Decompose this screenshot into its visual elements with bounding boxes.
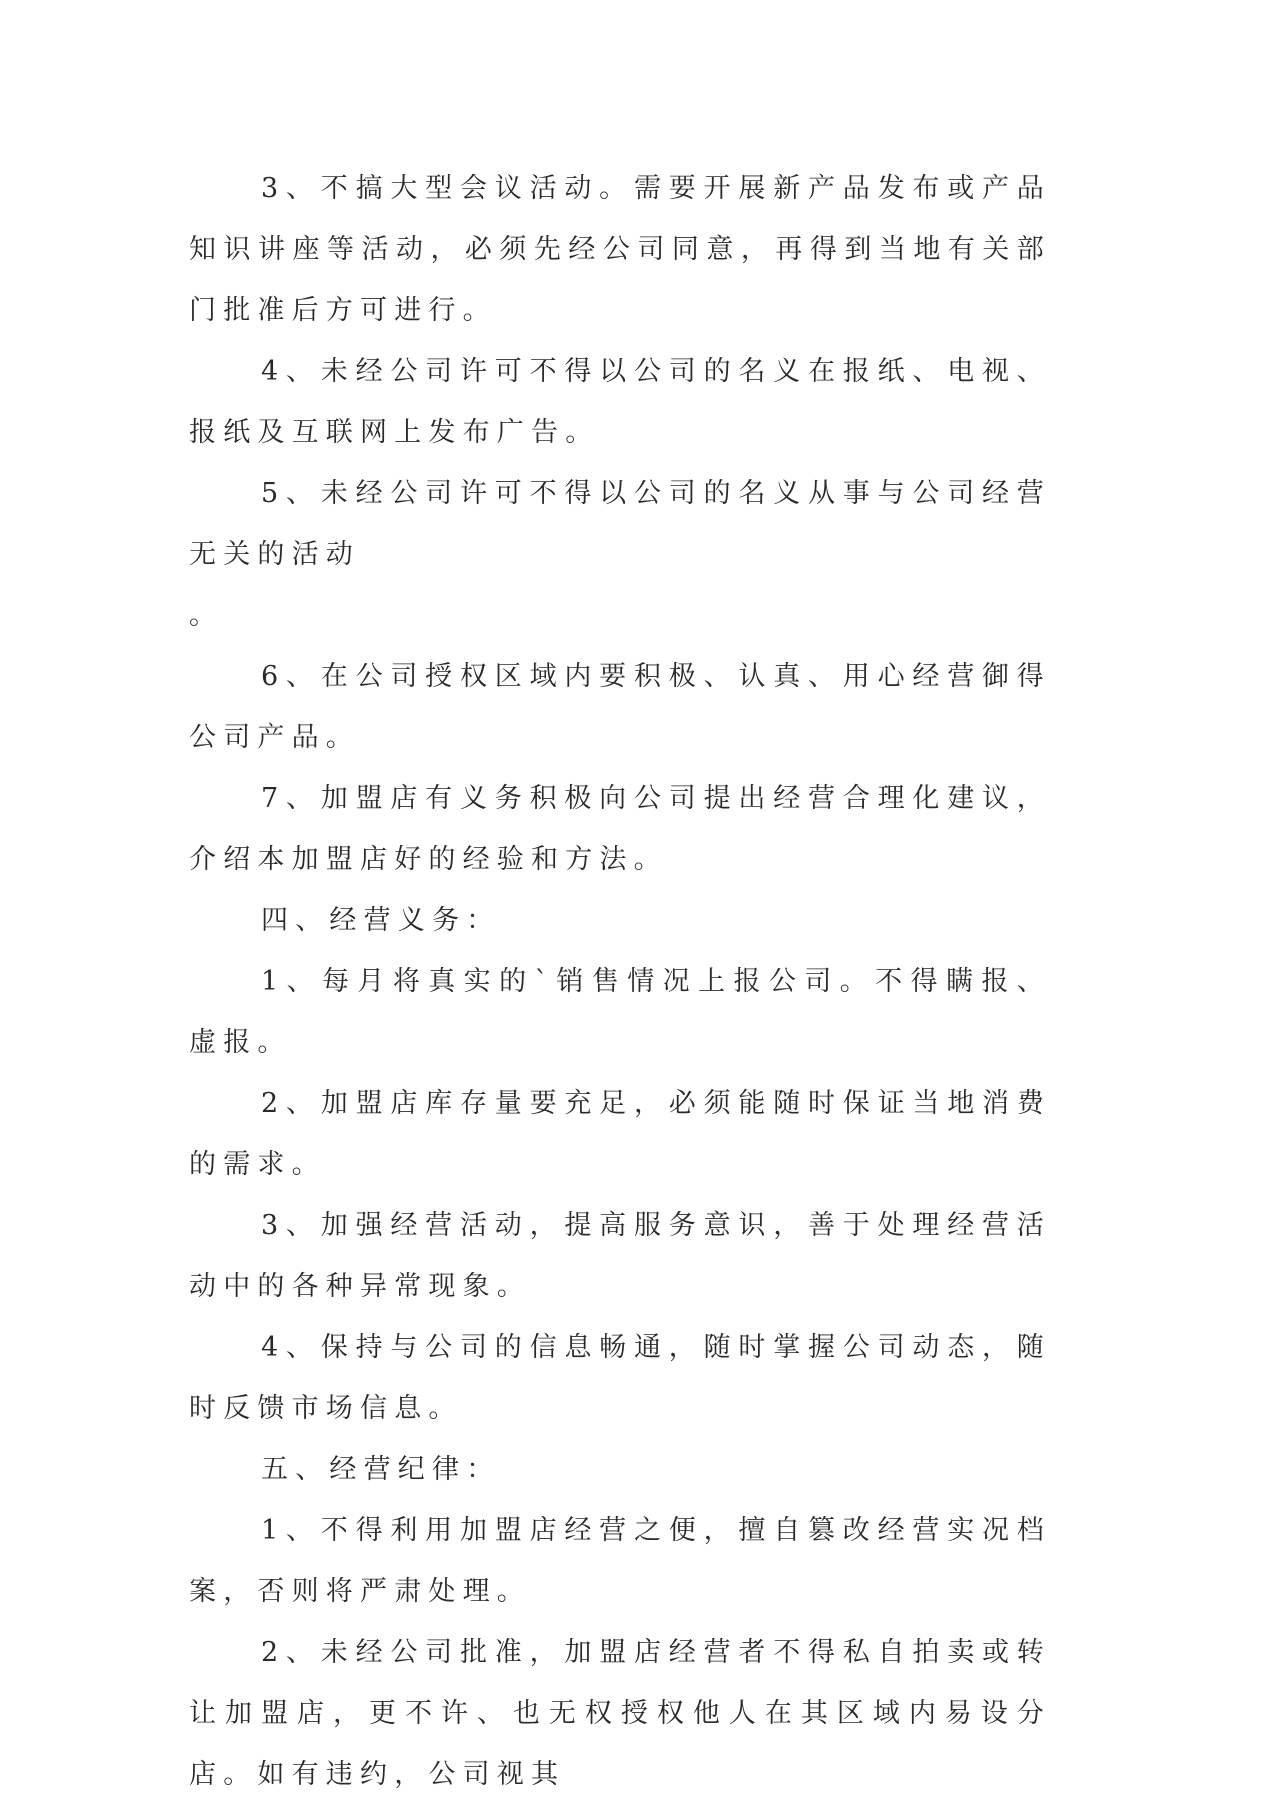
- paragraph: 1、不得利用加盟店经营之便，擅自篡改经营实况档案，否则将严肃处理。: [189, 1515, 1051, 1607]
- paragraph: 5、未经公司许可不得以公司的名义从事与公司经营无关的活动: [189, 478, 1051, 570]
- section-heading: 五、经营纪律：: [261, 1454, 501, 1485]
- paragraph: 2、加盟店库存量要充足，必须能随时保证当地消费的需求。: [189, 1088, 1051, 1180]
- paragraph: 2、未经公司批准，加盟店经营者不得私自拍卖或转让加盟店，更不许、也无权授权他人在其区域内易设分店。如有违约，公司视其: [189, 1637, 1051, 1790]
- paragraph: 4、保持与公司的信息畅通，随时掌握公司动态，随时反馈市场信息。: [189, 1332, 1051, 1424]
- paragraph: 3、加强经营活动，提高服务意识，善于处理经营活动中的各种异常现象。: [189, 1210, 1051, 1302]
- paragraph: 1、每月将真实的`销售情况上报公司。不得瞒报、虚报。: [189, 966, 1051, 1058]
- paragraph: 6、在公司授权区域内要积极、认真、用心经营御得公司产品。: [189, 661, 1051, 753]
- document-body: [189, 158, 1051, 1805]
- paragraph: 7、加盟店有义务积极向公司提出经营合理化建议，介绍本加盟店好的经验和方法。: [189, 783, 1051, 875]
- orphan-period: 。: [189, 600, 224, 631]
- section-heading: 四、经营义务：: [261, 905, 501, 936]
- paragraph: 4、未经公司许可不得以公司的名义在报纸、电视、报纸及互联网上发布广告。: [189, 356, 1051, 448]
- paragraph: 3、不搞大型会议活动。需要开展新产品发布或产品知识讲座等活动，必须先经公司同意，再得到当地有关部门批准后方可进行。: [189, 173, 1051, 326]
